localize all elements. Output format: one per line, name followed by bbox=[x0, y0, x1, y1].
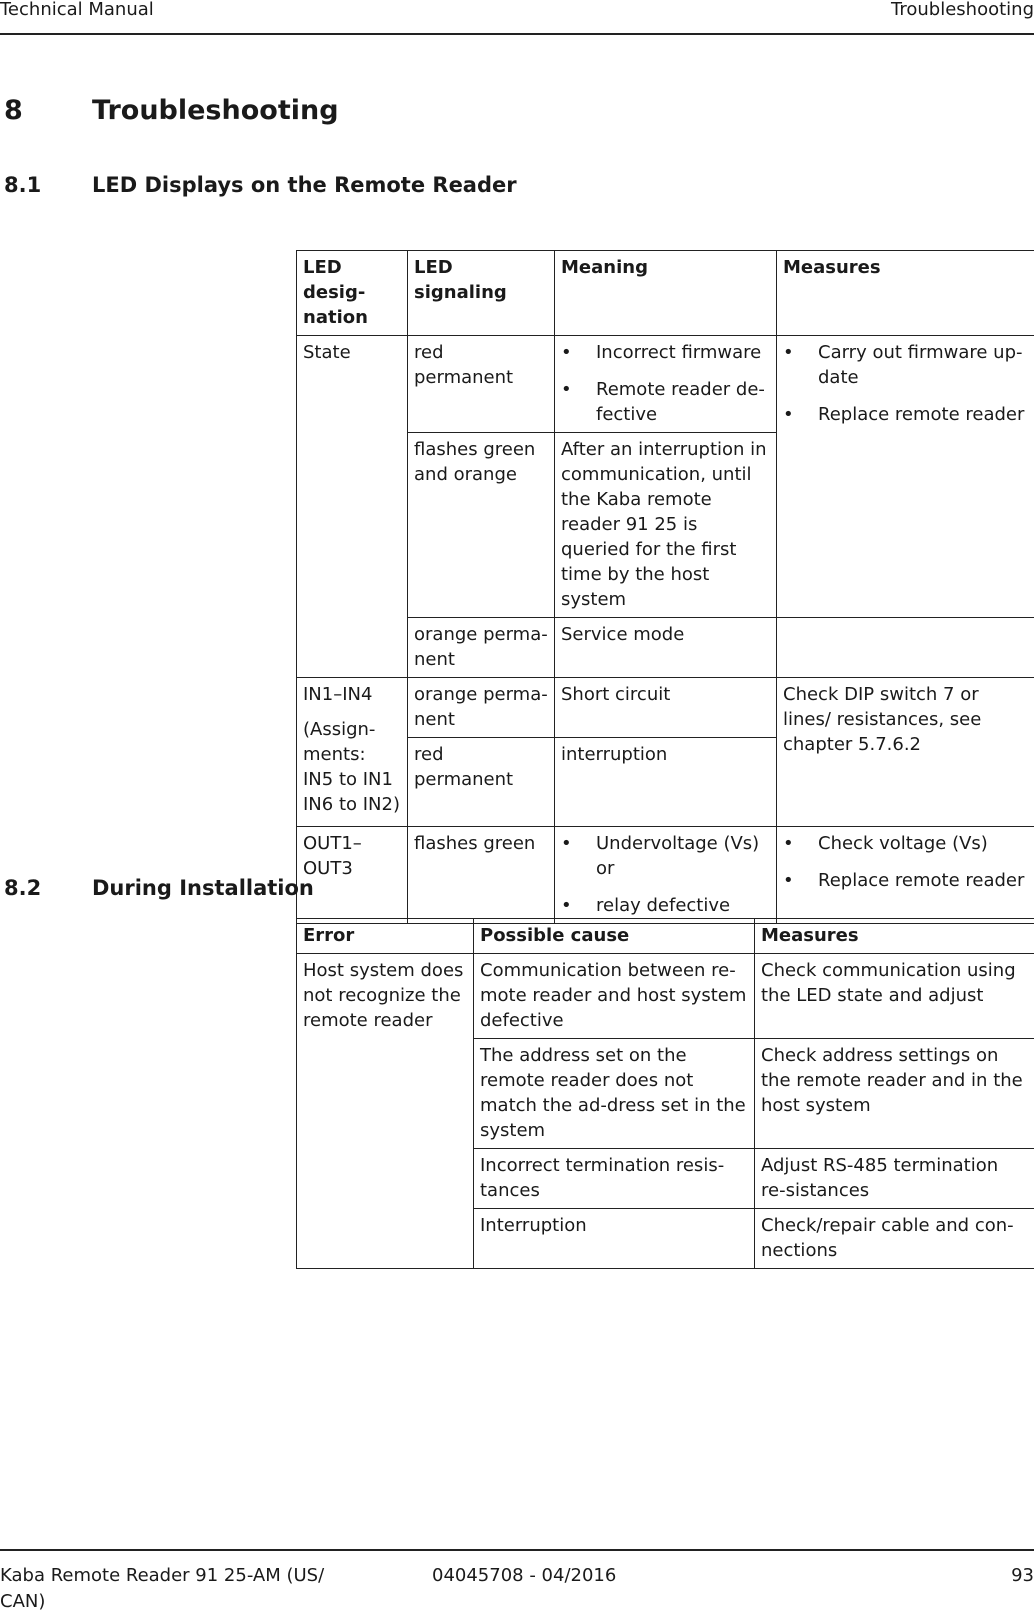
bullet: • bbox=[783, 402, 818, 427]
bullet-item bbox=[561, 893, 770, 918]
installation-table bbox=[296, 918, 1034, 1269]
table-row bbox=[297, 954, 1034, 1039]
column-header: Possible cause bbox=[474, 919, 755, 954]
section-heading bbox=[4, 96, 339, 126]
table-cell: red permanent bbox=[408, 336, 555, 433]
bullet-text: Replace remote reader bbox=[818, 868, 1024, 893]
bullet-item bbox=[783, 868, 1028, 893]
subsection-heading-led bbox=[4, 172, 517, 198]
table-cell: Check address settings on the remote reader and in the host system bbox=[755, 1039, 1034, 1149]
table-cell: Check/repair cable and con-nections bbox=[755, 1209, 1034, 1269]
column-header: Measures bbox=[755, 919, 1034, 954]
table-row bbox=[297, 827, 1034, 924]
table-cell: Interruption bbox=[474, 1209, 755, 1269]
table-header-row bbox=[297, 251, 1034, 336]
table-cell: flashes green bbox=[408, 827, 555, 924]
table-cell: interruption bbox=[555, 738, 777, 827]
table-cell bbox=[555, 336, 777, 433]
bullet: • bbox=[783, 868, 818, 893]
led-table bbox=[296, 250, 1034, 924]
table-cell bbox=[555, 827, 777, 924]
section-number: 8 bbox=[4, 96, 92, 126]
page-header bbox=[0, 0, 1034, 35]
bullet-item bbox=[561, 377, 770, 427]
page-footer bbox=[0, 1549, 1034, 1551]
bullet-text: Incorrect firmware bbox=[596, 340, 761, 365]
table-row bbox=[297, 618, 1034, 678]
bullet-item bbox=[783, 402, 1028, 427]
subsection-number: 8.1 bbox=[4, 172, 92, 198]
header-left: Technical Manual bbox=[0, 0, 154, 20]
bullet: • bbox=[561, 893, 596, 918]
table-cell: Service mode bbox=[555, 618, 777, 678]
table-cell: Host system does not recognize the remote reader bbox=[297, 954, 474, 1269]
bullet: • bbox=[561, 377, 596, 427]
table-cell: orange perma-nent bbox=[408, 678, 555, 738]
table-cell: flashes green and orange bbox=[408, 433, 555, 618]
cell-text: IN1–IN4 bbox=[303, 682, 401, 707]
bullet-text: Remote reader de-fective bbox=[596, 377, 770, 427]
footer-product: Kaba Remote Reader 91 25-AM (US/ CAN) bbox=[0, 1563, 330, 1615]
table-cell bbox=[777, 336, 1034, 618]
bullet-text: Undervoltage (Vs) or bbox=[596, 831, 770, 881]
bullet: • bbox=[561, 831, 596, 881]
cell-text: (Assign-ments: IN5 to IN1 IN6 to IN2) bbox=[303, 717, 401, 817]
subsection-number: 8.2 bbox=[4, 875, 92, 901]
column-header: LED signaling bbox=[408, 251, 555, 336]
table-cell bbox=[297, 678, 408, 827]
subsection-title: During Installation bbox=[92, 876, 314, 900]
footer-doc-number: 04045708 - 04/2016 bbox=[432, 1563, 616, 1589]
table-cell: Communication between re-mote reader and host system defective bbox=[474, 954, 755, 1039]
subsection-heading-installation bbox=[4, 875, 314, 901]
table-cell: Adjust RS-485 termination re-sistances bbox=[755, 1149, 1034, 1209]
bullet: • bbox=[783, 831, 818, 856]
column-header: Measures bbox=[777, 251, 1034, 336]
column-header: Error bbox=[297, 919, 474, 954]
bullet-text: Carry out firmware up-date bbox=[818, 340, 1028, 390]
column-header: Meaning bbox=[555, 251, 777, 336]
bullet-item bbox=[561, 831, 770, 881]
table-header-row bbox=[297, 919, 1034, 954]
bullet: • bbox=[561, 340, 596, 365]
section-title: Troubleshooting bbox=[92, 95, 339, 126]
table-cell: orange perma-nent bbox=[408, 618, 555, 678]
bullet-text: relay defective bbox=[596, 893, 730, 918]
subsection-title: LED Displays on the Remote Reader bbox=[92, 173, 517, 197]
column-header: LED desig-nation bbox=[297, 251, 408, 336]
table-cell: Incorrect termination resis-tances bbox=[474, 1149, 755, 1209]
bullet-text: Replace remote reader bbox=[818, 402, 1024, 427]
table-cell bbox=[777, 827, 1034, 924]
table-cell bbox=[777, 618, 1034, 678]
bullet-text: Check voltage (Vs) bbox=[818, 831, 988, 856]
footer-page-number: 93 bbox=[1011, 1563, 1034, 1589]
table-cell: After an interruption in communication, until the Kaba remote reader 91 25 is queried for the first time by the host system bbox=[555, 433, 777, 618]
bullet: • bbox=[783, 340, 818, 390]
table-row bbox=[297, 678, 1034, 738]
table-row bbox=[297, 336, 1034, 433]
table-cell: Check DIP switch 7 or lines/ resistances, see chapter 5.7.6.2 bbox=[777, 678, 1034, 827]
header-right: Troubleshooting bbox=[891, 0, 1034, 20]
table-cell: The address set on the remote reader does not match the ad-dress set in the system bbox=[474, 1039, 755, 1149]
table-cell: Check communication using the LED state and adjust bbox=[755, 954, 1034, 1039]
bullet-item bbox=[561, 340, 770, 365]
table-cell: Short circuit bbox=[555, 678, 777, 738]
bullet-item bbox=[783, 340, 1028, 390]
table-cell: red permanent bbox=[408, 738, 555, 827]
bullet-item bbox=[783, 831, 1028, 856]
table-cell: State bbox=[297, 336, 408, 678]
table-cell: OUT1–OUT3 bbox=[297, 827, 408, 924]
